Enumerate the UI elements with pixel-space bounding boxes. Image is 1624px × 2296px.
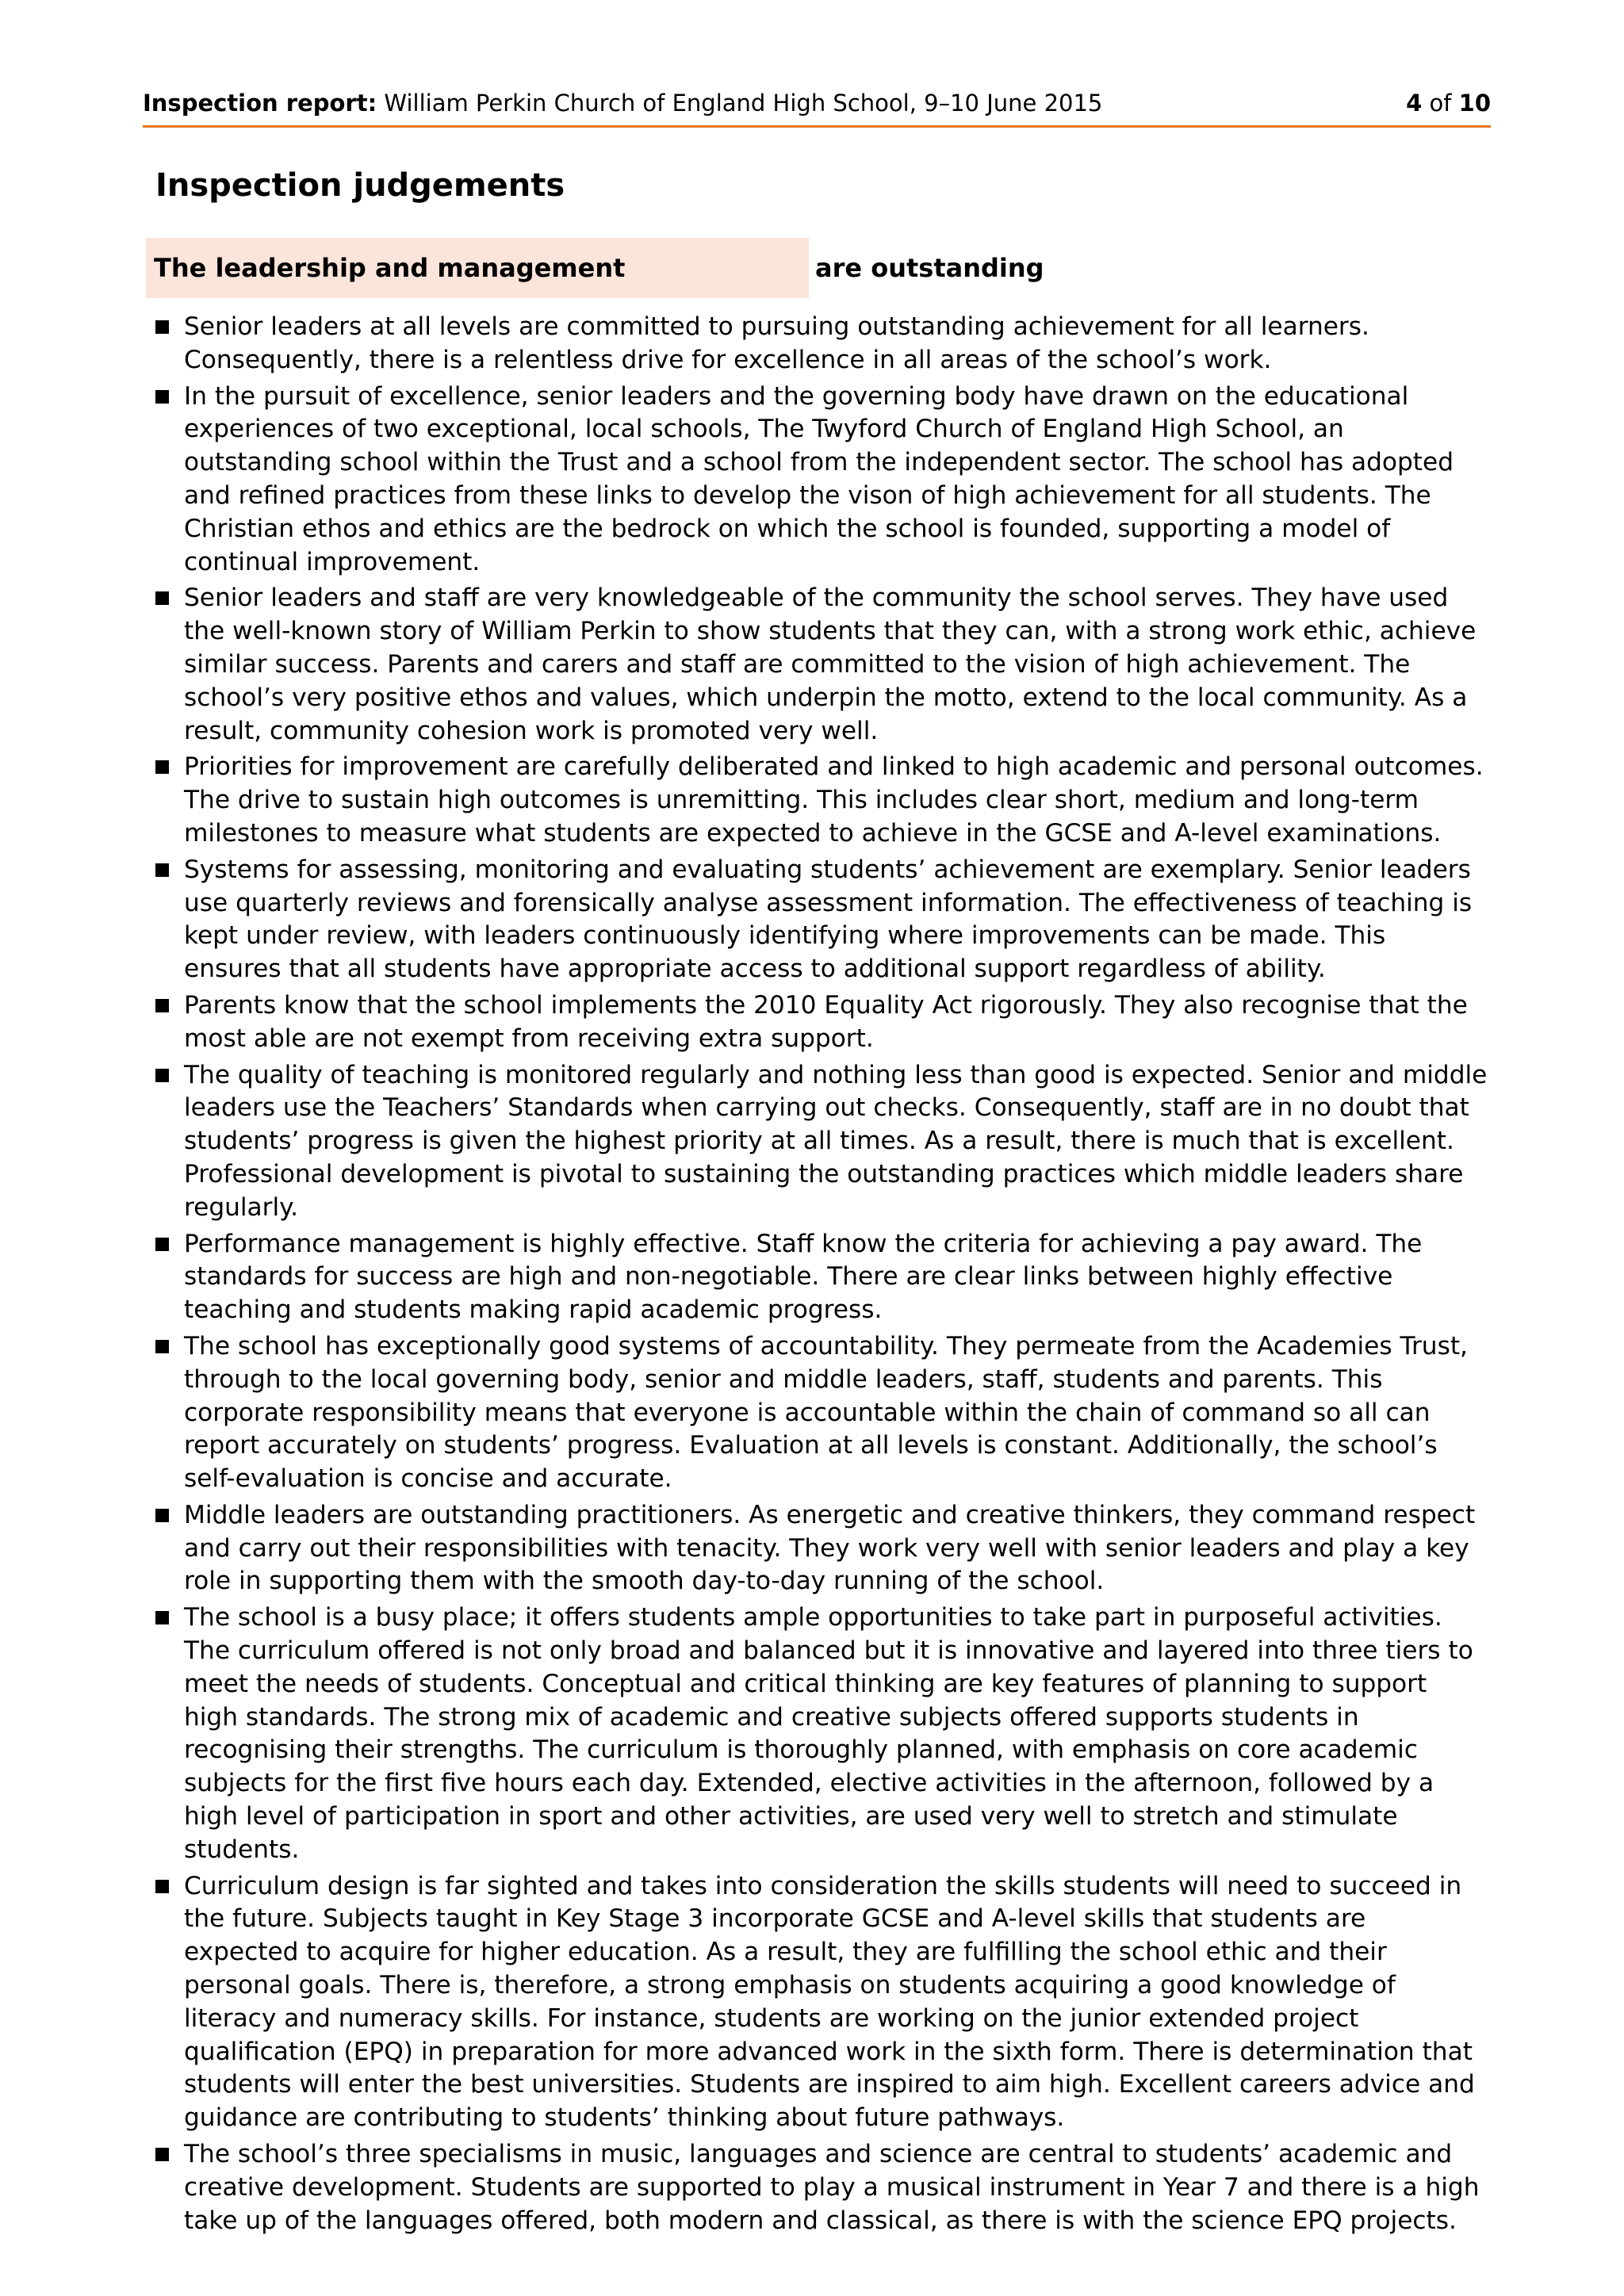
bullet-item bbox=[155, 1059, 1488, 1225]
header-title: William Perkin Church of England High School, 9–10 June 2015 bbox=[384, 90, 1103, 117]
bullet-item bbox=[155, 989, 1488, 1056]
header-rule bbox=[143, 125, 1491, 128]
bullet-item bbox=[155, 381, 1488, 580]
bullet-square-icon bbox=[155, 1611, 169, 1624]
bullet-square-icon bbox=[155, 1238, 169, 1251]
bullet-square-icon bbox=[155, 390, 169, 404]
bullet-square-icon bbox=[155, 1069, 169, 1082]
bullet-square-icon bbox=[155, 1880, 169, 1893]
bullet-text: Senior leaders at all levels are committed to pursuing outstanding achievement for all learners. Consequently, there is a relentless drive for excellence in all areas of the school’s work. bbox=[184, 312, 1369, 374]
header-label: Inspection report: bbox=[143, 90, 377, 117]
bullet-item bbox=[155, 1870, 1488, 2135]
page-number bbox=[1406, 86, 1491, 121]
bullet-item bbox=[155, 582, 1488, 748]
bullet-square-icon bbox=[155, 591, 169, 605]
page-current: 4 bbox=[1406, 90, 1423, 117]
bullet-text: Parents know that the school implements the 2010 Equality Act rigorously. They also recognise that the most able are not exempt from receiving extra support. bbox=[184, 990, 1468, 1053]
bullet-item bbox=[155, 1601, 1488, 1866]
bullet-item bbox=[155, 854, 1488, 986]
judgement-grade: are outstanding bbox=[815, 253, 1044, 283]
bullet-text: In the pursuit of excellence, senior leaders and the governing body have drawn on the educational experiences of two exceptional, local schools, The Twyford Church of England High School, an outstanding school within the Trust and a school from the independent sector. The school has adopted and refined practices from these links to develop the vison of high achievement for all students. The Christian ethos and ethics are the bedrock on which the school is founded, supporting a model of continual improvement. bbox=[184, 381, 1454, 576]
bullet-text: The school’s three specialisms in music, languages and science are central to students’ academic and creative development. Students are supported to play a musical instrument in Year 7 and there is a high take up of the languages offered, both modern and classical, as there is with the science EPQ projects. bbox=[184, 2140, 1480, 2235]
bullet-square-icon bbox=[155, 999, 169, 1012]
bullet-text: Curriculum design is far sighted and takes into consideration the skills students will need to succeed in the future. Subjects taught in Key Stage 3 incorporate GCSE and A-level skills that students are expected to acquire for higher education. As a result, they are fulfilling the school ethic and their personal goals. There is, therefore, a strong emphasis on students acquiring a good knowledge of literacy and numeracy skills. For instance, students are working on the junior extended project qualification (EPQ) in preparation for more advanced work in the sixth form. There is determination that students will enter the best universities. Students are inspired to aim high. Excellent careers advice and guidance are contributing to students’ thinking about future pathways. bbox=[184, 1871, 1475, 2133]
judgement-area: The leadership and management bbox=[146, 238, 809, 298]
bullet-text: Performance management is highly effective. Staff know the criteria for achieving a pay award. The standards for success are high and non-negotiable. There are clear links between highly effective teaching and students making rapid academic progress. bbox=[184, 1229, 1423, 1325]
bullet-item bbox=[155, 2138, 1488, 2237]
bullet-text: The school has exceptionally good systems of accountability. They permeate from the Academies Trust, through to the local governing body, senior and middle leaders, staff, students and parents. This corporate responsibility means that everyone is accountable within the chain of command so all can report accurately on students’ progress. Evaluation at all levels is constant. Additionally, the school’s self-evaluation is concise and accurate. bbox=[184, 1331, 1468, 1494]
bullet-item bbox=[155, 311, 1488, 377]
bullet-text: The school is a busy place; it offers students ample opportunities to take part in purposeful activities. The curriculum offered is not only broad and balanced but it is innovative and layered into three tiers to meet the needs of students. Conceptual and critical thinking are key features of planning to support high standards. The strong mix of academic and creative subjects offered supports students in recognising their strengths. The curriculum is thoroughly planned, with emphasis on core academic subjects for the first five hours each day. Extended, elective activities in the afternoon, followed by a high level of participation in sport and other activities, are used very well to stretch and stimulate students. bbox=[184, 1603, 1473, 1864]
judgement-row bbox=[146, 238, 1494, 298]
page-total: 10 bbox=[1458, 90, 1491, 117]
page-of: of bbox=[1429, 90, 1452, 117]
bullet-text: The quality of teaching is monitored regularly and nothing less than good is expected. Senior and middle leaders use the Teachers’ Standards when carrying out checks. Consequently, staff are in no doubt that students’ progress is given the highest priority at all times. As a result, there is much that is excellent. Professional development is pivotal to sustaining the outstanding practices which middle leaders share regularly. bbox=[184, 1060, 1488, 1222]
bullet-item bbox=[155, 751, 1488, 850]
bullet-text: Systems for assessing, monitoring and evaluating students’ achievement are exemplary. Senior leaders use quarterly reviews and forensically analyse assessment information. The effectiveness of teaching is kept under review, with leaders continuously identifying where improvements can be made. This ensures that all students have appropriate access to additional support regardless of ability. bbox=[184, 855, 1473, 984]
bullet-square-icon bbox=[155, 320, 169, 334]
section-title: Inspection judgements bbox=[155, 167, 565, 204]
bullet-square-icon bbox=[155, 1509, 169, 1522]
bullet-square-icon bbox=[155, 2148, 169, 2161]
bullet-item bbox=[155, 1499, 1488, 1598]
bullet-square-icon bbox=[155, 863, 169, 877]
bullet-item bbox=[155, 1228, 1488, 1327]
bullet-text: Middle leaders are outstanding practitioners. As energetic and creative thinkers, they command respect and carry out their responsibilities with tenacity. They work very well with senior leaders and play a key role in supporting them with the smooth day-to-day running of the school. bbox=[184, 1500, 1476, 1596]
bullet-text: Senior leaders and staff are very knowledgeable of the community the school serves. They have used the well-known story of William Perkin to show students that they can, with a strong work ethic, achieve similar success. Parents and carers and staff are committed to the vision of high achievement. The school’s very positive ethos and values, which underpin the motto, extend to the local community. As a result, community cohesion work is promoted very well. bbox=[184, 584, 1477, 745]
bullet-square-icon bbox=[155, 1340, 169, 1353]
bullet-square-icon bbox=[155, 760, 169, 774]
report-header bbox=[143, 86, 1491, 121]
bullet-text: Priorities for improvement are carefully deliberated and linked to high academic and personal outcomes. The drive to sustain high outcomes is unremitting. This includes clear short, medium and long-term milestones to measure what students are expected to achieve in the GCSE and A-level examinations. bbox=[184, 752, 1484, 848]
judgement-bullet-list bbox=[155, 311, 1488, 2241]
bullet-item bbox=[155, 1330, 1488, 1496]
